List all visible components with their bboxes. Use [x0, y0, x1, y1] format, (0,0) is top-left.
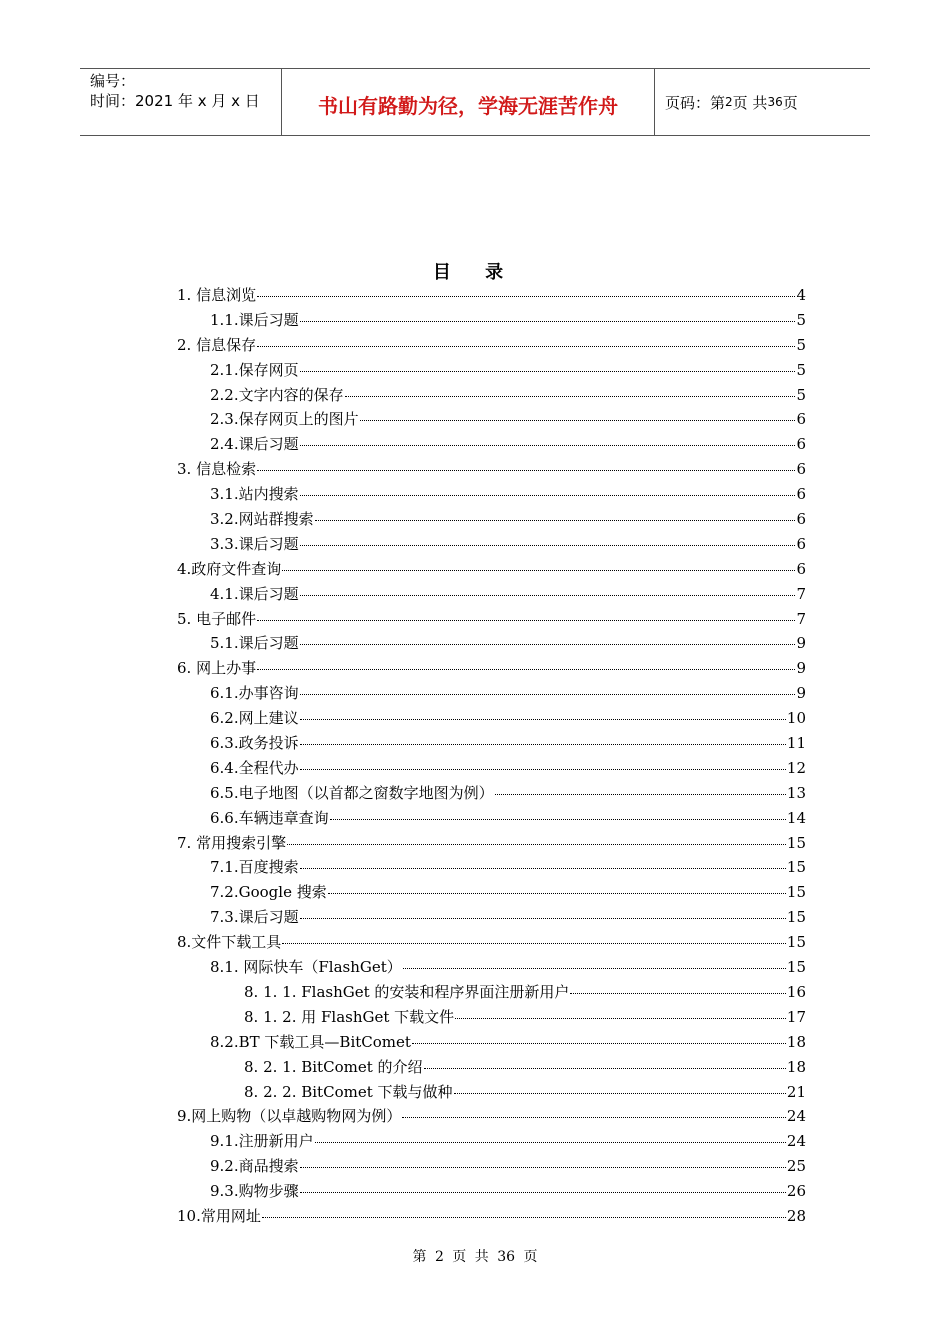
- toc-entry-title: 9.网上购物（以卓越购物网为例）: [177, 1107, 402, 1126]
- toc-entry-page: 16: [786, 982, 806, 1001]
- toc-entry-title: 8. 1. 2. 用 FlashGet 下载文件: [244, 1007, 455, 1026]
- toc-entry-page: 6: [796, 435, 806, 454]
- toc-entry-page: 15: [786, 833, 806, 852]
- toc-entry-page: 6: [796, 485, 806, 504]
- toc-dot-leader: [300, 495, 796, 496]
- toc-entry-title: 3.3.课后习题: [210, 534, 299, 553]
- toc-dot-leader: [328, 893, 786, 894]
- toc-entry[interactable]: [177, 1005, 806, 1030]
- toc-entry[interactable]: [177, 781, 806, 806]
- toc-entry[interactable]: [177, 582, 806, 607]
- toc-entry-page: 24: [786, 1107, 806, 1126]
- toc-entry-title: 9.2.商品搜索: [210, 1157, 299, 1176]
- page-header: [80, 68, 870, 136]
- toc-entry-page: 18: [786, 1057, 806, 1076]
- toc-entry-title: 5.1.课后习题: [210, 634, 299, 653]
- toc-dot-leader: [570, 993, 786, 994]
- toc-dot-leader: [403, 968, 786, 969]
- header-meta: [80, 69, 282, 135]
- toc-dot-leader: [455, 1018, 786, 1019]
- toc-entry-title: 7.3.课后习题: [210, 908, 299, 927]
- toc-entry-page: 9: [796, 659, 806, 678]
- toc-entry-page: 5: [796, 335, 806, 354]
- toc-entry-page: 25: [786, 1157, 806, 1176]
- time-label: 时间：2021 年 x 月 x 日: [90, 92, 260, 110]
- toc-dot-leader: [360, 420, 796, 421]
- toc-entry-title: 3.2.网站群搜索: [210, 510, 314, 529]
- toc-entry-title: 7.1.百度搜索: [210, 858, 299, 877]
- toc-entry[interactable]: [177, 1055, 806, 1080]
- toc-entry-title: 6.3.政务投诉: [210, 734, 299, 753]
- toc-dot-leader: [257, 669, 795, 670]
- toc-dot-leader: [282, 570, 795, 571]
- toc-entry-page: 9: [796, 684, 806, 703]
- toc-entry[interactable]: [177, 407, 806, 432]
- toc-entry[interactable]: [177, 1179, 806, 1204]
- toc-entry-title: 8.2.BT 下载工具—BitComet: [210, 1032, 411, 1051]
- toc-entry-title: 6.2.网上建议: [210, 709, 299, 728]
- toc-dot-leader: [300, 918, 786, 919]
- toc-entry[interactable]: [177, 955, 806, 980]
- toc-entry-page: 15: [786, 883, 806, 902]
- toc-entry-title: 2.1.保存网页: [210, 360, 299, 379]
- toc-entry-page: 7: [796, 609, 806, 628]
- toc-title: 目 录: [432, 262, 518, 283]
- toc-dot-leader: [262, 1217, 786, 1218]
- toc-dot-leader: [300, 595, 796, 596]
- toc-entry[interactable]: [177, 358, 806, 383]
- toc-entry-page: 15: [786, 958, 806, 977]
- toc-entry-page: 6: [796, 410, 806, 429]
- toc-entry-title: 8. 1. 1. FlashGet 的安装和程序界面注册新用户: [244, 982, 570, 1001]
- page-footer: 第 2 页 共 36 页: [412, 1249, 538, 1265]
- toc-entry-page: 6: [796, 460, 806, 479]
- toc-dot-leader: [330, 819, 786, 820]
- toc-entry-title: 2. 信息保存: [177, 335, 257, 354]
- toc-entry-title: 7. 常用搜索引擎: [177, 833, 287, 852]
- toc-entry-page: 9: [796, 634, 806, 653]
- toc-entry-page: 28: [786, 1206, 806, 1225]
- toc-dot-leader: [495, 794, 786, 795]
- toc-entry-title: 4.1.课后习题: [210, 584, 299, 603]
- toc-entry-page: 5: [796, 310, 806, 329]
- toc-dot-leader: [282, 943, 786, 944]
- toc-entry-title: 9.3.购物步骤: [210, 1182, 299, 1201]
- toc-dot-leader: [257, 346, 795, 347]
- toc-entry-page: 14: [786, 808, 806, 827]
- toc-dot-leader: [300, 445, 796, 446]
- page-mid: 页 共: [732, 93, 768, 112]
- toc-entry[interactable]: [177, 557, 806, 582]
- toc-dot-leader: [412, 1043, 786, 1044]
- toc-entry[interactable]: [177, 631, 806, 656]
- toc-dot-leader: [257, 470, 795, 471]
- toc-entry-title: 8. 2. 2. BitComet 下载与做种: [244, 1082, 453, 1101]
- header-motto: 书山有路勤为径，学海无涯苦作舟: [282, 69, 655, 135]
- toc-dot-leader: [300, 644, 796, 645]
- toc-entry-page: 17: [786, 1007, 806, 1026]
- toc-entry-title: 9.1.注册新用户: [210, 1132, 314, 1151]
- table-of-contents: [177, 283, 806, 1229]
- toc-entry[interactable]: [177, 607, 806, 632]
- toc-dot-leader: [315, 520, 796, 521]
- toc-entry[interactable]: [177, 1104, 806, 1129]
- page-prefix: 页码：第: [665, 93, 726, 112]
- toc-entry[interactable]: [177, 855, 806, 880]
- toc-entry[interactable]: [177, 1080, 806, 1105]
- toc-entry-title: 8.文件下载工具: [177, 933, 282, 952]
- toc-entry[interactable]: [177, 806, 806, 831]
- toc-entry[interactable]: [177, 333, 806, 358]
- toc-entry-title: 8. 2. 1. BitComet 的介绍: [244, 1057, 423, 1076]
- toc-entry[interactable]: [177, 1030, 806, 1055]
- header-page-info: [655, 69, 870, 135]
- toc-dot-leader: [300, 1192, 786, 1193]
- toc-entry[interactable]: [177, 706, 806, 731]
- toc-entry-title: 2.2.文字内容的保存: [210, 385, 344, 404]
- number-label: 编号：: [90, 72, 136, 90]
- page-suffix: 页: [782, 93, 798, 112]
- toc-entry-title: 3. 信息检索: [177, 460, 257, 479]
- toc-entry[interactable]: [177, 930, 806, 955]
- toc-entry-title: 1. 信息浏览: [177, 286, 257, 304]
- toc-dot-leader: [300, 545, 796, 546]
- toc-entry-title: 6.1.办事咨询: [210, 684, 299, 703]
- toc-entry[interactable]: [177, 308, 806, 333]
- toc-dot-leader: [424, 1068, 786, 1069]
- toc-entry[interactable]: [177, 1204, 806, 1229]
- toc-entry-page: 12: [786, 758, 806, 777]
- toc-entry-title: 4.政府文件查询: [177, 559, 282, 578]
- page-current: 2: [725, 95, 733, 109]
- toc-entry[interactable]: [177, 756, 806, 781]
- toc-dot-leader: [257, 620, 795, 621]
- toc-entry-page: 6: [796, 510, 806, 529]
- toc-entry-page: 5: [796, 385, 806, 404]
- toc-entry[interactable]: [177, 731, 806, 756]
- toc-entry[interactable]: [177, 532, 806, 557]
- toc-dot-leader: [300, 371, 796, 372]
- toc-entry-page: 24: [786, 1132, 806, 1151]
- toc-dot-leader: [300, 694, 796, 695]
- toc-dot-leader: [287, 844, 786, 845]
- toc-entry-page: 15: [786, 858, 806, 877]
- toc-dot-leader: [454, 1093, 786, 1094]
- toc-dot-leader: [300, 868, 786, 869]
- toc-dot-leader: [402, 1117, 786, 1118]
- toc-entry-page: 6: [796, 559, 806, 578]
- toc-entry[interactable]: [177, 656, 806, 681]
- toc-dot-leader: [300, 719, 786, 720]
- toc-dot-leader: [345, 396, 796, 397]
- toc-entry-page: 7: [796, 584, 806, 603]
- toc-entry-page: 15: [786, 933, 806, 952]
- toc-entry[interactable]: [177, 507, 806, 532]
- toc-entry[interactable]: [177, 1154, 806, 1179]
- toc-entry[interactable]: [177, 432, 806, 457]
- toc-dot-leader: [300, 744, 786, 745]
- toc-entry-title: 6.5.电子地图（以首都之窗数字地图为例）: [210, 783, 494, 802]
- toc-dot-leader: [300, 321, 796, 322]
- page-total: 36: [767, 95, 783, 109]
- toc-entry[interactable]: [177, 980, 806, 1005]
- toc-entry[interactable]: [177, 1129, 806, 1154]
- toc-entry[interactable]: [177, 905, 806, 930]
- toc-entry-page: 6: [796, 534, 806, 553]
- toc-entry-page: 26: [786, 1182, 806, 1201]
- toc-dot-leader: [257, 296, 795, 297]
- toc-entry-page: 15: [786, 908, 806, 927]
- toc-entry-page: 13: [786, 783, 806, 802]
- toc-entry-title: 6. 网上办事: [177, 659, 257, 678]
- toc-entry[interactable]: [177, 383, 806, 408]
- toc-entry-title: 7.2.Google 搜索: [210, 883, 327, 902]
- toc-entry-title: 8.1. 网际快车（FlashGet）: [210, 958, 402, 977]
- toc-entry-title: 6.4.全程代办: [210, 758, 299, 777]
- toc-entry[interactable]: [177, 880, 806, 905]
- toc-entry-title: 5. 电子邮件: [177, 609, 257, 628]
- toc-dot-leader: [300, 1167, 786, 1168]
- toc-dot-leader: [315, 1142, 786, 1143]
- toc-entry-title: 2.3.保存网页上的图片: [210, 410, 359, 429]
- toc-entry-page: 5: [796, 360, 806, 379]
- toc-entry-title: 10.常用网址: [177, 1206, 261, 1225]
- toc-entry-title: 3.1.站内搜索: [210, 485, 299, 504]
- toc-dot-leader: [300, 769, 786, 770]
- toc-entry[interactable]: [177, 482, 806, 507]
- toc-entry-page: 21: [786, 1082, 806, 1101]
- toc-entry[interactable]: [177, 681, 806, 706]
- toc-entry[interactable]: [177, 283, 806, 308]
- toc-entry-title: 1.1.课后习题: [210, 310, 299, 329]
- toc-entry-title: 6.6.车辆违章查询: [210, 808, 329, 827]
- toc-entry-page: 10: [786, 709, 806, 728]
- toc-entry[interactable]: [177, 457, 806, 482]
- toc-entry-title: 2.4.课后习题: [210, 435, 299, 454]
- toc-entry-page: 11: [786, 734, 806, 753]
- toc-entry-page: 4: [796, 286, 806, 304]
- toc-entry-page: 18: [786, 1032, 806, 1051]
- toc-entry[interactable]: [177, 831, 806, 856]
